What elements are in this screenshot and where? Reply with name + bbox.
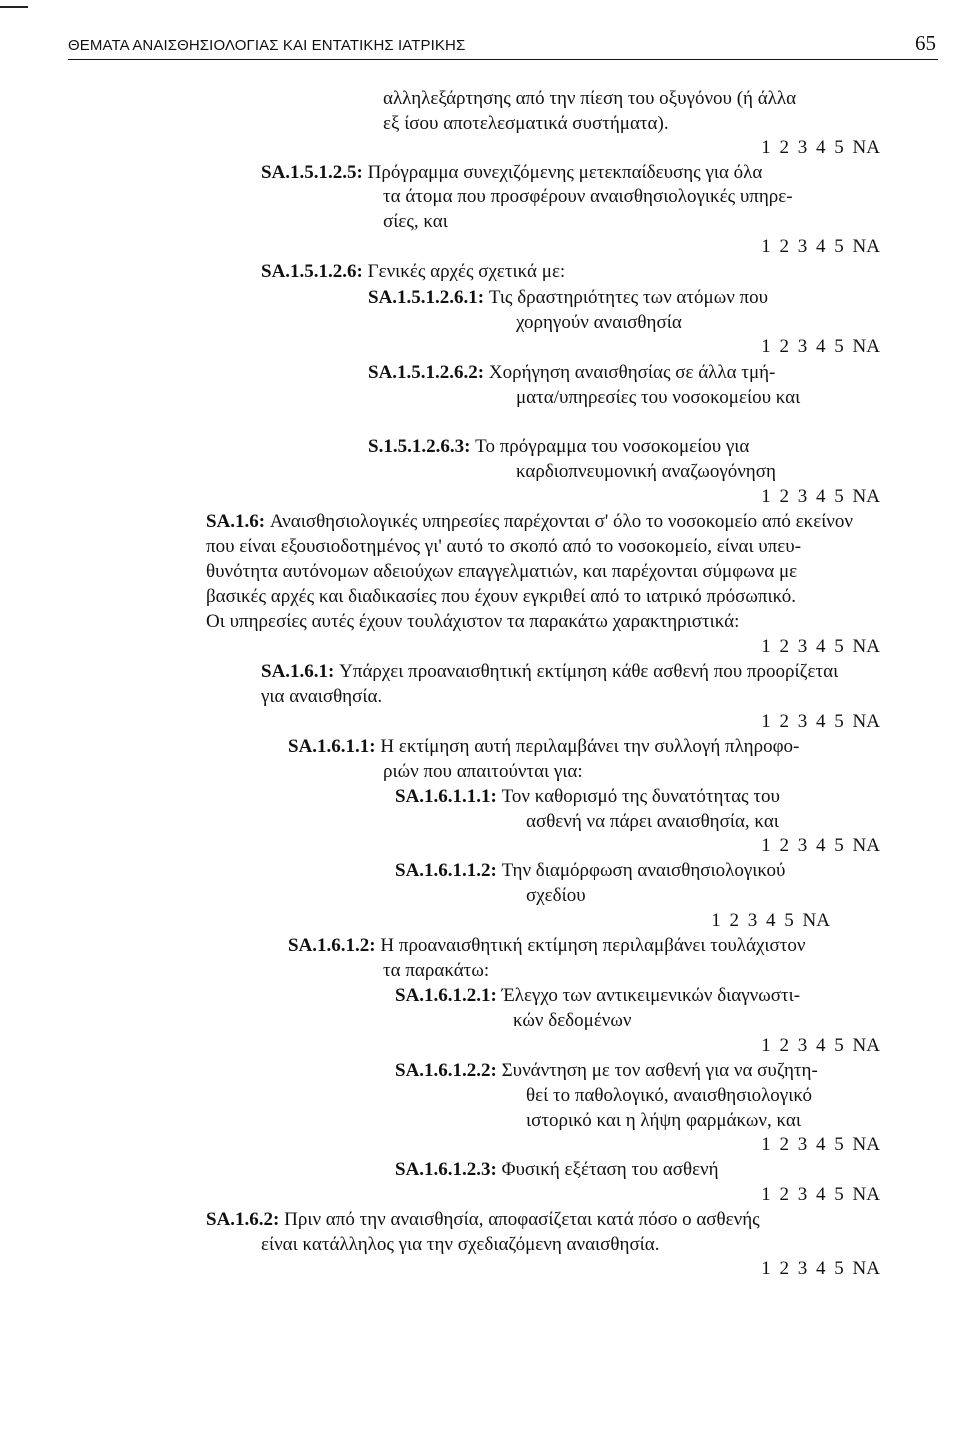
text-line: θυνότητα αυτόνομων αδειούχων επαγγελματιών, και παρέχονται σύμφωνα με (206, 561, 798, 582)
criterion-SA-1-6-1-2-1 (395, 984, 800, 1008)
rating-scale: 1 2 3 4 5 ΝΑ (761, 1134, 880, 1155)
criterion-SA-1-5-1-2-6-2 (368, 361, 775, 385)
text-line: για αναισθησία. (261, 686, 383, 707)
criterion-code: SA.1.6.1.2.2: (395, 1060, 497, 1081)
rating-scale: 1 2 3 4 5 ΝΑ (761, 1035, 880, 1056)
criterion-SA-1-6-2 (206, 1208, 760, 1232)
criterion-text: Συνάντηση με τον ασθενή για να συζητη- (496, 1060, 818, 1081)
rating-scale: 1 2 3 4 5 ΝΑ (761, 486, 880, 507)
text-line: που είναι εξουσιοδοτημένος γι' αυτό το σκοπό από το νοσοκομείο, είναι υπευ- (206, 536, 802, 557)
text-line: τα παρακάτω: (383, 960, 490, 981)
criterion-text: Χορήγηση αναισθησίας σε άλλα τμή- (484, 362, 776, 383)
text-line: σίες, και (383, 211, 448, 232)
rating-scale: 1 2 3 4 5 ΝΑ (761, 236, 880, 257)
text-line: σχεδίου (526, 885, 586, 906)
criterion-code: SA.1.6.1.1.1: (395, 786, 497, 807)
text-line: θεί το παθολογικό, αναισθησιολογικό (526, 1085, 812, 1106)
criterion-code: SA.1.6.2: (206, 1209, 280, 1230)
criterion-text: Γενικές αρχές σχετικά με: (362, 261, 566, 282)
criterion-SA-1-6-1 (261, 660, 838, 684)
criterion-SA-1-6-1-2-2 (395, 1059, 818, 1083)
criterion-code: SA.1.6: (206, 511, 266, 532)
criterion-SA-1-6-1-1-2 (395, 859, 785, 883)
criterion-text: Αναισθησιολογικές υπηρεσίες παρέχονται σ' όλο το νοσοκομείο από εκείνον (265, 511, 853, 532)
criterion-code: SA.1.5.1.2.5: (261, 162, 363, 183)
text-line: ιστορικό και η λήψη φαρμάκων, και (526, 1110, 801, 1131)
text-line: κών δεδομένων (513, 1010, 632, 1031)
criterion-text: Την διαμόρφωση αναισθησιολογικού (496, 860, 786, 881)
criterion-SA-1-5-1-2-5 (261, 161, 762, 185)
rating-scale: 1 2 3 4 5 ΝΑ (761, 1184, 880, 1205)
criterion-SA-1-5-1-2-6-1 (368, 286, 768, 310)
text-line: χορηγούν αναισθησία (516, 312, 682, 333)
criterion-text: Έλεγχο των αντικειμενικών διαγνωστι- (496, 985, 801, 1006)
page-corner-mark (0, 6, 28, 8)
criterion-SA-1-6-1-2 (288, 934, 805, 958)
criterion-text: Φυσική εξέταση του ασθενή (496, 1159, 719, 1180)
rating-scale: 1 2 3 4 5 ΝΑ (761, 137, 880, 158)
criterion-SA-1-6 (206, 510, 853, 534)
criterion-S-1-5-1-2-6-3 (368, 435, 749, 459)
text-line: είναι κατάλληλος για την σχεδιαζόμενη αναισθησία. (261, 1234, 660, 1255)
text-line: ριών που απαιτούνται για: (383, 761, 583, 782)
rating-scale: 1 2 3 4 5 ΝΑ (711, 910, 830, 931)
criterion-code: SA.1.5.1.2.6: (261, 261, 363, 282)
text-line: βασικές αρχές και διαδικασίες που έχουν εγκριθεί από το ιατρικό πρόσωπικό. (206, 586, 796, 607)
criterion-text: Τον καθορισμό της δυνατότητας του (496, 786, 780, 807)
criterion-SA-1-6-1-1-1 (395, 785, 780, 809)
criterion-code: SA.1.6.1: (261, 661, 335, 682)
page-number: 65 (915, 31, 936, 55)
criterion-text: Πρόγραμμα συνεχιζόμενης μετεκπαίδευσης για όλα (362, 162, 763, 183)
criterion-code: SA.1.5.1.2.6.2: (368, 362, 485, 383)
rating-scale: 1 2 3 4 5 ΝΑ (761, 1258, 880, 1279)
text-line: καρδιοπνευμονική αναζωογόνηση (516, 461, 776, 482)
text-line: Οι υπηρεσίες αυτές έχουν τουλάχιστον τα παρακάτω χαρακτηριστικά: (206, 611, 740, 632)
rating-scale: 1 2 3 4 5 ΝΑ (761, 336, 880, 357)
header-rule (68, 59, 938, 60)
text-line: τα άτομα που προσφέρουν αναισθησιολογικές υπηρε- (383, 186, 793, 207)
criterion-text: Η εκτίμηση αυτή περιλαμβάνει την συλλογή πληροφο- (375, 736, 800, 757)
criterion-code: SA.1.6.1.2.3: (395, 1159, 497, 1180)
criterion-text: Η προαναισθητική εκτίμηση περιλαμβάνει τουλάχιστον (375, 935, 806, 956)
criterion-code: SA.1.6.1.1.2: (395, 860, 497, 881)
criterion-code: SA.1.6.1.2: (288, 935, 376, 956)
text-line: εξ ίσου αποτελεσματικά συστήματα). (383, 113, 669, 134)
rating-scale: 1 2 3 4 5 ΝΑ (761, 835, 880, 856)
criterion-code: SA.1.5.1.2.6.1: (368, 287, 485, 308)
rating-scale: 1 2 3 4 5 ΝΑ (761, 711, 880, 732)
text-line: αλληλεξάρτησης από την πίεση του οξυγόνου (ή άλλα (383, 88, 797, 109)
criterion-SA-1-5-1-2-6 (261, 260, 565, 284)
criterion-code: S.1.5.1.2.6.3: (368, 436, 471, 457)
text-line: ασθενή να πάρει αναισθησία, και (526, 811, 779, 832)
criterion-code: SA.1.6.1.2.1: (395, 985, 497, 1006)
criterion-code: SA.1.6.1.1: (288, 736, 376, 757)
criterion-text: Τις δραστηριότητες των ατόμων που (484, 287, 769, 308)
criterion-text: Υπάρχει προαναισθητική εκτίμηση κάθε ασθενή που προορίζεται (334, 661, 839, 682)
criterion-SA-1-6-1-2-3 (395, 1158, 719, 1182)
text-line: ματα/υπηρεσίες του νοσοκομείου και (516, 387, 801, 408)
criterion-text: Το πρόγραμμα του νοσοκομείου για (470, 436, 750, 457)
criterion-text: Πριν από την αναισθησία, αποφασίζεται κατά πόσο ο ασθενής (279, 1209, 760, 1230)
criterion-SA-1-6-1-1 (288, 735, 799, 759)
running-header-title: ΘΕΜΑΤΑ ΑΝΑΙΣΘΗΣΙΟΛΟΓΙΑΣ ΚΑΙ ΕΝΤΑΤΙΚΗΣ ΙΑΤΡΙΚΗΣ (68, 37, 466, 54)
rating-scale: 1 2 3 4 5 ΝΑ (761, 636, 880, 657)
